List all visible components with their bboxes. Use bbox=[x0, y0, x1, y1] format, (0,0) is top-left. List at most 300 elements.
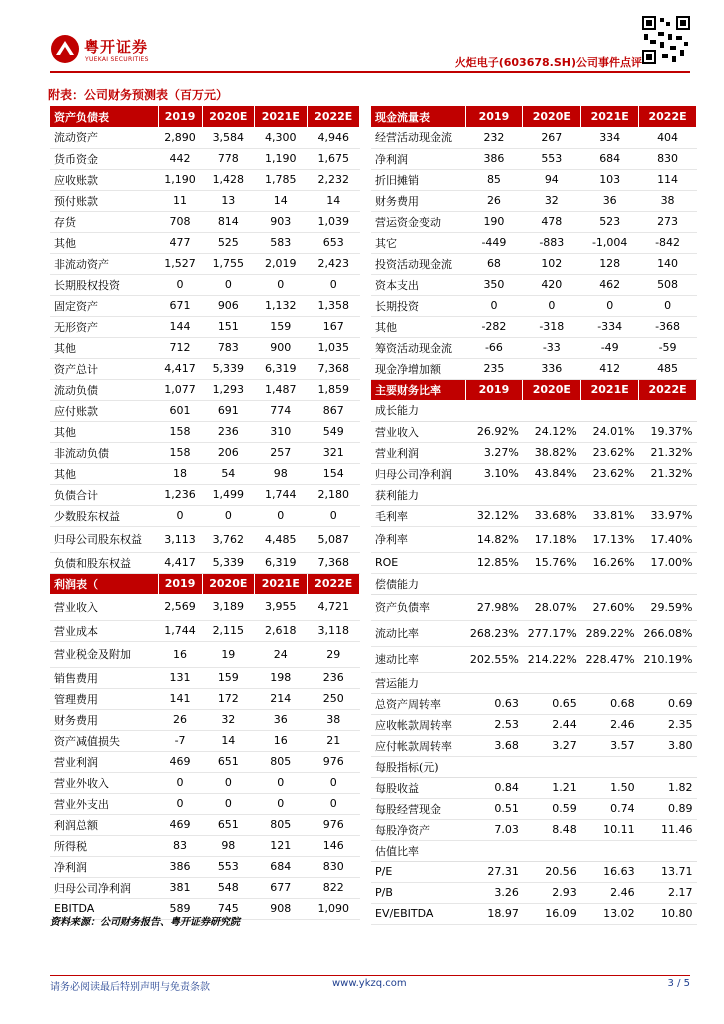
income-statement-row bbox=[50, 751, 360, 772]
ratios-cell: 23.62% bbox=[581, 463, 639, 484]
ratios-cell: 0.59 bbox=[523, 798, 581, 819]
footer-disclaimer-link[interactable]: 请务必阅读最后特别声明与免责条款 bbox=[50, 982, 210, 993]
cash-flow-cell: 68 bbox=[465, 253, 523, 274]
balance-sheet-cell: 601 bbox=[158, 400, 202, 421]
balance-sheet-cell: 0 bbox=[158, 274, 202, 295]
balance-sheet-cell: 7,368 bbox=[307, 552, 360, 573]
cash-flow-cell: 0 bbox=[465, 295, 523, 316]
balance-sheet-row bbox=[50, 505, 360, 526]
income-statement-row bbox=[50, 835, 360, 856]
cash-flow-row bbox=[371, 232, 697, 253]
source-note: 资料来源：公司财务报告、粤开证券研究院 bbox=[50, 917, 240, 928]
cash-flow-row-label: 长期投资 bbox=[371, 295, 465, 316]
left-financial-table bbox=[50, 106, 360, 920]
cash-flow-cell: 334 bbox=[581, 127, 639, 148]
cash-flow-cell: 462 bbox=[581, 274, 639, 295]
income-statement-cell: 21 bbox=[307, 730, 360, 751]
income-statement-row-label: 财务费用 bbox=[50, 709, 158, 730]
balance-sheet-row-label: 资产总计 bbox=[50, 358, 158, 379]
ratios-subheader-row bbox=[371, 400, 697, 421]
ratios-cell: 16.26% bbox=[581, 552, 639, 573]
cash-flow-header-row bbox=[371, 106, 697, 127]
income-statement-cell: 4,721 bbox=[307, 594, 360, 620]
ratios-cell: 1.50 bbox=[581, 777, 639, 798]
balance-sheet-row-label: 应收账款 bbox=[50, 169, 158, 190]
cash-flow-header-cell: 2020E bbox=[523, 106, 581, 127]
balance-sheet-cell: 2,232 bbox=[307, 169, 360, 190]
report-title: 火炬电子(603678.SH)公司事件点评 bbox=[454, 56, 642, 69]
balance-sheet-cell: 0 bbox=[158, 505, 202, 526]
ratios-cell: 7.03 bbox=[465, 819, 523, 840]
ratios-cell: 16.09 bbox=[523, 903, 581, 924]
ratios-cell: 3.27 bbox=[523, 735, 581, 756]
cash-flow-cell: 32 bbox=[523, 190, 581, 211]
balance-sheet-cell: 2,423 bbox=[307, 253, 360, 274]
ratios-row bbox=[371, 421, 697, 442]
ratios-row-label: EV/EBITDA bbox=[371, 903, 465, 924]
balance-sheet-cell: 0 bbox=[255, 505, 307, 526]
balance-sheet-cell: 3,762 bbox=[202, 526, 254, 552]
ratios-cell: 0.65 bbox=[523, 693, 581, 714]
balance-sheet-row bbox=[50, 463, 360, 484]
income-statement-row-label: 营业外支出 bbox=[50, 793, 158, 814]
balance-sheet-row-label: 应付账款 bbox=[50, 400, 158, 421]
ratios-row bbox=[371, 735, 697, 756]
income-statement-row bbox=[50, 641, 360, 667]
income-statement-cell: 2,618 bbox=[255, 620, 307, 641]
balance-sheet-cell: 1,499 bbox=[202, 484, 254, 505]
income-statement-row-label: 销售费用 bbox=[50, 667, 158, 688]
ratios-row-label: 营运能力 bbox=[371, 672, 465, 693]
ratios-row-label: 归母公司净利润 bbox=[371, 463, 465, 484]
cash-flow-row-label: 筹资活动现金流 bbox=[371, 337, 465, 358]
ratios-cell: 38.82% bbox=[523, 442, 581, 463]
ratios-cell: 24.01% bbox=[581, 421, 639, 442]
income-statement-row bbox=[50, 688, 360, 709]
cash-flow-cell: -318 bbox=[523, 316, 581, 337]
ratios-cell bbox=[581, 756, 639, 777]
balance-sheet-cell: 1,293 bbox=[202, 379, 254, 400]
ratios-cell bbox=[465, 756, 523, 777]
income-statement-cell: 0 bbox=[255, 772, 307, 793]
ratios-cell bbox=[523, 756, 581, 777]
balance-sheet-row bbox=[50, 400, 360, 421]
cash-flow-cell: 830 bbox=[639, 148, 697, 169]
balance-sheet-row-label: 少数股东权益 bbox=[50, 505, 158, 526]
balance-sheet-cell: 671 bbox=[158, 295, 202, 316]
balance-sheet-row-label: 货币资金 bbox=[50, 148, 158, 169]
balance-sheet-cell: 98 bbox=[255, 463, 307, 484]
cash-flow-cell: 386 bbox=[465, 148, 523, 169]
ratios-row-label: 资产负债率 bbox=[371, 594, 465, 620]
ratios-row bbox=[371, 798, 697, 819]
ratios-cell bbox=[639, 484, 697, 505]
balance-sheet-cell: 321 bbox=[307, 442, 360, 463]
cash-flow-cell: 190 bbox=[465, 211, 523, 232]
ratios-cell: 24.12% bbox=[523, 421, 581, 442]
income-statement-cell: 830 bbox=[307, 856, 360, 877]
balance-sheet-row bbox=[50, 358, 360, 379]
ratios-row-label: P/B bbox=[371, 882, 465, 903]
balance-sheet-cell: 774 bbox=[255, 400, 307, 421]
ratios-row bbox=[371, 442, 697, 463]
ratios-row-label: 获利能力 bbox=[371, 484, 465, 505]
income-statement-cell: 745 bbox=[202, 898, 254, 919]
balance-sheet-cell: 158 bbox=[158, 442, 202, 463]
cash-flow-cell: 38 bbox=[639, 190, 697, 211]
balance-sheet-row bbox=[50, 274, 360, 295]
balance-sheet-row bbox=[50, 337, 360, 358]
ratios-cell: 3.68 bbox=[465, 735, 523, 756]
balance-sheet-cell: 1,236 bbox=[158, 484, 202, 505]
ratios-cell: 0.51 bbox=[465, 798, 523, 819]
right-financial-table bbox=[371, 106, 697, 925]
ratios-header-cell: 2022E bbox=[639, 379, 697, 400]
ratios-cell: 23.62% bbox=[581, 442, 639, 463]
income-statement-cell: 83 bbox=[158, 835, 202, 856]
ratios-cell: 17.40% bbox=[639, 526, 697, 552]
cash-flow-cell: 336 bbox=[523, 358, 581, 379]
cash-flow-cell: 94 bbox=[523, 169, 581, 190]
cash-flow-header-cell: 2022E bbox=[639, 106, 697, 127]
ratios-row bbox=[371, 714, 697, 735]
balance-sheet-cell: 549 bbox=[307, 421, 360, 442]
income-statement-cell: 651 bbox=[202, 814, 254, 835]
balance-sheet-cell: 236 bbox=[202, 421, 254, 442]
footer-website-link[interactable]: www.ykzq.com bbox=[332, 978, 407, 989]
income-statement-row-label: 营业税金及附加 bbox=[50, 641, 158, 667]
ratios-cell: 1.21 bbox=[523, 777, 581, 798]
cash-flow-row bbox=[371, 295, 697, 316]
balance-sheet-cell: 6,319 bbox=[255, 552, 307, 573]
balance-sheet-cell: 0 bbox=[307, 505, 360, 526]
income-statement-row-label: 利润总额 bbox=[50, 814, 158, 835]
income-statement-cell: 172 bbox=[202, 688, 254, 709]
balance-sheet-row-label: 预付账款 bbox=[50, 190, 158, 211]
cash-flow-cell: 404 bbox=[639, 127, 697, 148]
ratios-row-label: 每股指标(元) bbox=[371, 756, 465, 777]
income-statement-cell: 976 bbox=[307, 814, 360, 835]
balance-sheet-row-label: 其他 bbox=[50, 337, 158, 358]
income-statement-row-label: 所得税 bbox=[50, 835, 158, 856]
balance-sheet-row bbox=[50, 169, 360, 190]
income-statement-cell: 32 bbox=[202, 709, 254, 730]
balance-sheet-cell: 5,087 bbox=[307, 526, 360, 552]
ratios-cell: 277.17% bbox=[523, 620, 581, 646]
ratios-cell: 27.31 bbox=[465, 861, 523, 882]
ratios-cell bbox=[523, 672, 581, 693]
ratios-cell bbox=[581, 840, 639, 861]
income-statement-cell: 141 bbox=[158, 688, 202, 709]
balance-sheet-row bbox=[50, 127, 360, 148]
ratios-header-cell: 2021E bbox=[581, 379, 639, 400]
income-statement-cell: 553 bbox=[202, 856, 254, 877]
ratios-subheader-row bbox=[371, 672, 697, 693]
ratios-row-label: 总资产周转率 bbox=[371, 693, 465, 714]
ratios-cell: 2.35 bbox=[639, 714, 697, 735]
balance-sheet-header-row bbox=[50, 106, 360, 127]
cash-flow-cell: 684 bbox=[581, 148, 639, 169]
cash-flow-header-cell: 2019 bbox=[465, 106, 523, 127]
income-statement-row bbox=[50, 709, 360, 730]
balance-sheet-cell: 5,339 bbox=[202, 358, 254, 379]
balance-sheet-cell: 653 bbox=[307, 232, 360, 253]
ratios-cell bbox=[581, 484, 639, 505]
income-statement-cell: 98 bbox=[202, 835, 254, 856]
balance-sheet-cell: 712 bbox=[158, 337, 202, 358]
ratios-cell bbox=[523, 573, 581, 594]
income-statement-cell: 0 bbox=[255, 793, 307, 814]
balance-sheet-cell: 583 bbox=[255, 232, 307, 253]
ratios-cell: 17.13% bbox=[581, 526, 639, 552]
income-statement-cell: 386 bbox=[158, 856, 202, 877]
ratios-cell: 19.37% bbox=[639, 421, 697, 442]
balance-sheet-cell: 0 bbox=[255, 274, 307, 295]
page-header bbox=[0, 0, 724, 80]
balance-sheet-row-label: 非流动资产 bbox=[50, 253, 158, 274]
cash-flow-header-cell: 2021E bbox=[581, 106, 639, 127]
cash-flow-cell: 140 bbox=[639, 253, 697, 274]
ratios-header-row bbox=[371, 379, 697, 400]
balance-sheet-row bbox=[50, 211, 360, 232]
income-statement-header-cell: 2021E bbox=[255, 573, 307, 594]
ratios-cell: 17.00% bbox=[639, 552, 697, 573]
ratios-cell: 2.46 bbox=[581, 714, 639, 735]
income-statement-cell: 1,744 bbox=[158, 620, 202, 641]
income-statement-cell: 0 bbox=[307, 793, 360, 814]
ratios-cell bbox=[639, 672, 697, 693]
income-statement-cell: 469 bbox=[158, 751, 202, 772]
balance-sheet-cell: 2,890 bbox=[158, 127, 202, 148]
ratios-cell bbox=[523, 400, 581, 421]
ratios-subheader-row bbox=[371, 756, 697, 777]
income-statement-cell: 159 bbox=[202, 667, 254, 688]
ratios-cell bbox=[581, 573, 639, 594]
balance-sheet-cell: 900 bbox=[255, 337, 307, 358]
cash-flow-cell: 0 bbox=[639, 295, 697, 316]
income-statement-cell: 19 bbox=[202, 641, 254, 667]
balance-sheet-cell: 442 bbox=[158, 148, 202, 169]
ratios-cell: 0.68 bbox=[581, 693, 639, 714]
income-statement-header-cell: 2022E bbox=[307, 573, 360, 594]
cash-flow-row-label: 投资活动现金流 bbox=[371, 253, 465, 274]
balance-sheet-cell: 691 bbox=[202, 400, 254, 421]
ratios-cell: 0.69 bbox=[639, 693, 697, 714]
income-statement-cell: 198 bbox=[255, 667, 307, 688]
ratios-cell: 214.22% bbox=[523, 646, 581, 672]
income-statement-cell: 0 bbox=[202, 772, 254, 793]
income-statement-cell: 548 bbox=[202, 877, 254, 898]
balance-sheet-cell: 1,190 bbox=[255, 148, 307, 169]
balance-sheet-cell: 4,946 bbox=[307, 127, 360, 148]
balance-sheet-cell: 778 bbox=[202, 148, 254, 169]
balance-sheet-cell: 1,785 bbox=[255, 169, 307, 190]
balance-sheet-cell: 4,300 bbox=[255, 127, 307, 148]
ratios-cell: 202.55% bbox=[465, 646, 523, 672]
income-statement-cell: 976 bbox=[307, 751, 360, 772]
ratios-row bbox=[371, 882, 697, 903]
income-statement-row-label: 管理费用 bbox=[50, 688, 158, 709]
ratios-cell: 33.97% bbox=[639, 505, 697, 526]
ratios-cell: 20.56 bbox=[523, 861, 581, 882]
balance-sheet-row bbox=[50, 316, 360, 337]
ratios-cell bbox=[523, 840, 581, 861]
ratios-cell bbox=[581, 672, 639, 693]
income-statement-cell: 684 bbox=[255, 856, 307, 877]
cash-flow-row bbox=[371, 316, 697, 337]
income-statement-row bbox=[50, 620, 360, 641]
cash-flow-cell: 523 bbox=[581, 211, 639, 232]
ratios-header-cell: 主要财务比率 bbox=[371, 379, 465, 400]
balance-sheet-cell: 1,675 bbox=[307, 148, 360, 169]
ratios-row-label: 估值比率 bbox=[371, 840, 465, 861]
balance-sheet-cell: 151 bbox=[202, 316, 254, 337]
cash-flow-cell: -49 bbox=[581, 337, 639, 358]
ratios-row-label: 净利率 bbox=[371, 526, 465, 552]
balance-sheet-cell: 1,744 bbox=[255, 484, 307, 505]
ratios-cell: 228.47% bbox=[581, 646, 639, 672]
balance-sheet-cell: 14 bbox=[255, 190, 307, 211]
income-statement-row-label: 资产减值损失 bbox=[50, 730, 158, 751]
balance-sheet-cell: 814 bbox=[202, 211, 254, 232]
income-statement-cell: 14 bbox=[202, 730, 254, 751]
ratios-row bbox=[371, 903, 697, 924]
ratios-row-label: 毛利率 bbox=[371, 505, 465, 526]
balance-sheet-row-label: 流动负债 bbox=[50, 379, 158, 400]
ratios-cell: 2.17 bbox=[639, 882, 697, 903]
balance-sheet-cell: 708 bbox=[158, 211, 202, 232]
cash-flow-row bbox=[371, 274, 697, 295]
ratios-row bbox=[371, 463, 697, 484]
balance-sheet-cell: 6,319 bbox=[255, 358, 307, 379]
balance-sheet-cell: 144 bbox=[158, 316, 202, 337]
cash-flow-row bbox=[371, 253, 697, 274]
ratios-cell bbox=[465, 484, 523, 505]
balance-sheet-cell: 154 bbox=[307, 463, 360, 484]
cash-flow-cell: 103 bbox=[581, 169, 639, 190]
ratios-row bbox=[371, 693, 697, 714]
balance-sheet-header-cell: 2020E bbox=[202, 106, 254, 127]
balance-sheet-cell: 310 bbox=[255, 421, 307, 442]
ratios-cell: 32.12% bbox=[465, 505, 523, 526]
cash-flow-cell: 267 bbox=[523, 127, 581, 148]
cash-flow-cell: 350 bbox=[465, 274, 523, 295]
income-statement-cell: 214 bbox=[255, 688, 307, 709]
cash-flow-cell: 85 bbox=[465, 169, 523, 190]
cash-flow-row-label: 资本支出 bbox=[371, 274, 465, 295]
income-statement-cell: 0 bbox=[158, 772, 202, 793]
ratios-cell: 3.57 bbox=[581, 735, 639, 756]
income-statement-row-label: 营业成本 bbox=[50, 620, 158, 641]
cash-flow-header-cell: 现金流量表 bbox=[371, 106, 465, 127]
balance-sheet-cell: 1,077 bbox=[158, 379, 202, 400]
ratios-cell: 12.85% bbox=[465, 552, 523, 573]
cash-flow-cell: 508 bbox=[639, 274, 697, 295]
cash-flow-row-label: 营运资金变动 bbox=[371, 211, 465, 232]
cash-flow-row bbox=[371, 358, 697, 379]
balance-sheet-row-label: 负债和股东权益 bbox=[50, 552, 158, 573]
cash-flow-cell: 26 bbox=[465, 190, 523, 211]
balance-sheet-cell: 1,190 bbox=[158, 169, 202, 190]
balance-sheet-row bbox=[50, 232, 360, 253]
balance-sheet-cell: 1,755 bbox=[202, 253, 254, 274]
balance-sheet-cell: 13 bbox=[202, 190, 254, 211]
balance-sheet-cell: 0 bbox=[307, 274, 360, 295]
ratios-row-label: 营业利润 bbox=[371, 442, 465, 463]
cash-flow-row-label: 折旧摊销 bbox=[371, 169, 465, 190]
balance-sheet-row-label: 长期股权投资 bbox=[50, 274, 158, 295]
balance-sheet-row bbox=[50, 421, 360, 442]
balance-sheet-row-label: 其他 bbox=[50, 421, 158, 442]
ratios-cell bbox=[639, 400, 697, 421]
ratios-header-cell: 2019 bbox=[465, 379, 523, 400]
cash-flow-cell: 420 bbox=[523, 274, 581, 295]
income-statement-cell: 677 bbox=[255, 877, 307, 898]
ratios-cell: 1.82 bbox=[639, 777, 697, 798]
balance-sheet-row bbox=[50, 295, 360, 316]
ratios-cell: 28.07% bbox=[523, 594, 581, 620]
ratios-cell: 2.44 bbox=[523, 714, 581, 735]
ratios-cell: 15.76% bbox=[523, 552, 581, 573]
ratios-row bbox=[371, 552, 697, 573]
footer-divider bbox=[50, 975, 690, 976]
balance-sheet-cell: 0 bbox=[202, 505, 254, 526]
income-statement-row-label: 营业利润 bbox=[50, 751, 158, 772]
balance-sheet-cell: 7,368 bbox=[307, 358, 360, 379]
cash-flow-cell: -66 bbox=[465, 337, 523, 358]
balance-sheet-row bbox=[50, 552, 360, 573]
ratios-cell: 3.80 bbox=[639, 735, 697, 756]
income-statement-cell: 822 bbox=[307, 877, 360, 898]
balance-sheet-row-label: 存货 bbox=[50, 211, 158, 232]
income-statement-cell: 469 bbox=[158, 814, 202, 835]
ratios-cell: 266.08% bbox=[639, 620, 697, 646]
balance-sheet-row bbox=[50, 379, 360, 400]
income-statement-row bbox=[50, 772, 360, 793]
balance-sheet-cell: 867 bbox=[307, 400, 360, 421]
income-statement-cell: 36 bbox=[255, 709, 307, 730]
cash-flow-row bbox=[371, 169, 697, 190]
ratios-row bbox=[371, 526, 697, 552]
income-statement-cell: 0 bbox=[307, 772, 360, 793]
ratios-cell: 13.71 bbox=[639, 861, 697, 882]
ratios-cell: 13.02 bbox=[581, 903, 639, 924]
balance-sheet-cell: 4,485 bbox=[255, 526, 307, 552]
ratios-cell: 3.10% bbox=[465, 463, 523, 484]
ratios-cell: 10.80 bbox=[639, 903, 697, 924]
balance-sheet-row bbox=[50, 526, 360, 552]
ratios-cell: 8.48 bbox=[523, 819, 581, 840]
ratios-row-label: 成长能力 bbox=[371, 400, 465, 421]
ratios-row-label: P/E bbox=[371, 861, 465, 882]
balance-sheet-header-cell: 2019 bbox=[158, 106, 202, 127]
cash-flow-cell: 0 bbox=[581, 295, 639, 316]
balance-sheet-cell: 3,113 bbox=[158, 526, 202, 552]
income-statement-row-label: 归母公司净利润 bbox=[50, 877, 158, 898]
logo-english-name: YUEKAI SECURITIES bbox=[85, 56, 149, 63]
balance-sheet-row bbox=[50, 148, 360, 169]
cash-flow-cell: -334 bbox=[581, 316, 639, 337]
balance-sheet-row bbox=[50, 442, 360, 463]
balance-sheet-cell: 783 bbox=[202, 337, 254, 358]
ratios-row bbox=[371, 594, 697, 620]
ratios-subheader-row bbox=[371, 484, 697, 505]
income-statement-cell: 3,955 bbox=[255, 594, 307, 620]
logo-name: 粤开证券 bbox=[84, 38, 149, 56]
income-statement-row bbox=[50, 877, 360, 898]
ratios-row-label: 每股经营现金 bbox=[371, 798, 465, 819]
ratios-cell bbox=[465, 672, 523, 693]
